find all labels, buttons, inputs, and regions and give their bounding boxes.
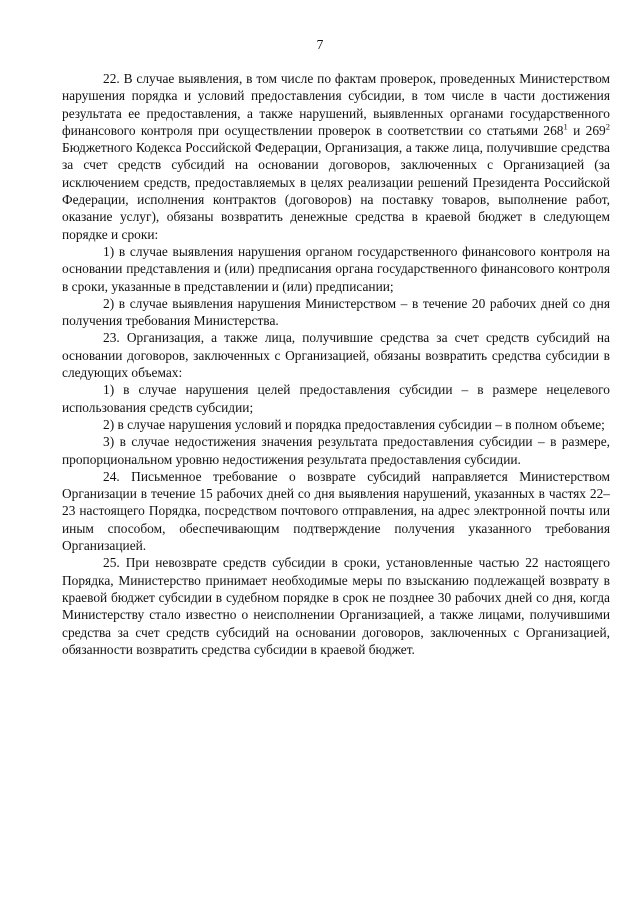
paragraph-22-item-1: 1) в случае выявления нарушения органом государственного финансового контроля на основании представления и (или) предписания органа государственного финансового контроля в сроки, указанные в представлении и (или) предписании; <box>62 243 610 294</box>
paragraph-22-text-c: Бюджетного Кодекса Российской Федерации, Организация, а также лица, получившие средства за счет средств субсидий на основании договоров, заключенных с Организацией (за исключением средств, предоставляемых в целях реализации решений Президента Российской Федерации, исполнения контрактов (договоров) на поставку товаров, выполнение работ, оказание услуг), обязаны возвратить денежные средства в краевой бюджет в следующем порядке и сроки: <box>62 140 610 242</box>
paragraph-23: 23. Организация, а также лица, получившие средства за счет средств субсидий на основании договоров, заключенных с Организацией, обязаны возвратить средства субсидии в следующих объемах: <box>62 330 610 381</box>
paragraph-22-item-2: 2) в случае выявления нарушения Министерством – в течение 20 рабочих дней со дня получения требования Министерства. <box>62 295 610 329</box>
paragraph-23-item-1: 1) в случае нарушения целей предоставления субсидии – в размере нецелевого использования средств субсидии; <box>62 382 610 415</box>
page-number: 7 <box>316 37 324 52</box>
superscript-2: 2 <box>605 121 610 132</box>
document-body <box>62 70 610 658</box>
paragraph-24: 24. Письменное требование о возврате субсидий направляется Министерством Организации в течение 15 рабочих дней со дня выявления нарушений, указанных в частях 22–23 настоящего Порядка, посредством почтового отправления, на адрес электронной почты или иным способом, обеспечивающим подтверждение получения указанного требования Организацией. <box>62 468 610 554</box>
paragraph-25: 25. При невозврате средств субсидии в сроки, установленные частью 22 настоящего Порядка, Министерство принимает необходимые меры по взысканию подлежащей возврату в краевой бюджет субсидии в судебном порядке в срок не позднее 30 рабочих дней со дня, когда Министерству стало известно о неисполнении Организацией, а также лицами, получившими средства за счет средств субсидий на основании договоров, заключенных с Организацией, обязанности возвратить средства субсидии в краевой бюджет. <box>62 555 610 657</box>
superscript-1: 1 <box>563 121 568 132</box>
paragraph-22 <box>62 70 610 243</box>
paragraph-22-text-a: 22. В случае выявления, в том числе по фактам проверок, проведенных Министерством нарушения порядка и условий предоставления субсидии, в том числе в части достижения результата ее предоставления, а также нарушений, выявленных органами государственного финансового контроля при осуществлении проверок в соответствии со статьями 268 <box>62 71 610 138</box>
paragraph-23-item-3: 3) в случае недостижения значения результата предоставления субсидии – в размере, пропорциональном уровню недостижения результата предоставления субсидии. <box>62 434 610 467</box>
paragraph-23-item-2: 2) в случае нарушения условий и порядка предоставления субсидии – в полном объеме; <box>103 416 605 432</box>
paragraph-22-text-b: и 269 <box>567 122 606 138</box>
